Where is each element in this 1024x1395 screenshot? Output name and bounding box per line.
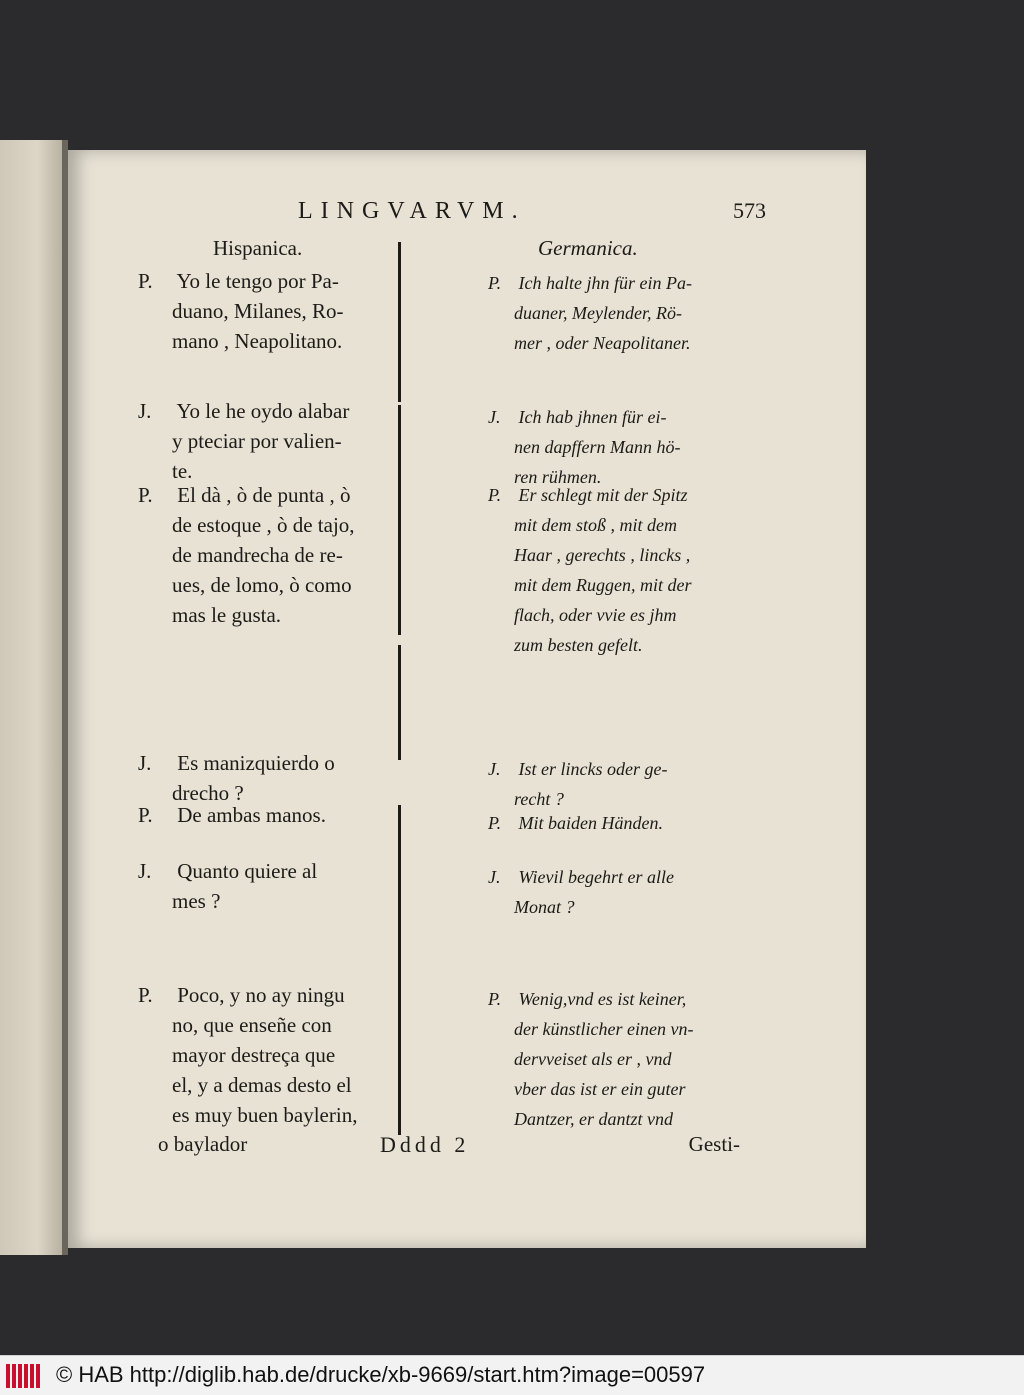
entry-line: De ambas manos. (177, 803, 326, 827)
footer-bar (0, 1355, 1024, 1395)
entry-line: Ist er lincks oder ge- (518, 759, 668, 779)
column-rule (398, 242, 401, 402)
copyright-credit: © HAB http://diglib.hab.de/drucke/xb-9669/start.htm?image=00597 (56, 1362, 706, 1387)
entry-line: Es manizquierdo o (177, 751, 335, 775)
spanish-entry (138, 748, 398, 808)
german-entry (488, 984, 808, 1134)
spanish-entry (138, 266, 398, 356)
entry-line: Yo le he oydo alabar (176, 399, 350, 423)
entry-line: Poco, y no ay ningu (177, 983, 345, 1007)
entry-line: de mandrecha de re- (172, 543, 343, 567)
entry-line: El dà , ò de punta , ò (177, 483, 351, 507)
speaker-mark: J. (488, 759, 501, 779)
entry-line: mit dem Ruggen, mit der (514, 575, 692, 595)
german-entry (488, 862, 808, 922)
entry-line: te. (172, 459, 193, 483)
speaker-mark: P. (138, 983, 153, 1007)
entry-line: Haar , gerechts , lincks , (514, 545, 691, 565)
signature-mark: Dddd 2 (380, 1132, 470, 1157)
entry-line: Er schlegt mit der Spitz (518, 485, 688, 505)
entry-line: zum besten gefelt. (514, 635, 643, 655)
entry-line: Yo le tengo por Pa- (176, 269, 339, 293)
column-rule (398, 805, 401, 975)
entry-line: dervveiset als er , vnd (514, 1049, 672, 1069)
entry-line: Ich halte jhn für ein Pa- (518, 273, 692, 293)
entry-line: nen dapffern Mann hö- (514, 437, 681, 457)
entry-line: Wenig,vnd es ist keiner, (518, 989, 687, 1009)
german-entry (488, 268, 808, 358)
entry-line: ues, de lomo, ò como (172, 573, 352, 597)
speaker-mark: P. (138, 483, 153, 507)
german-entry (488, 480, 808, 660)
german-entry (488, 808, 808, 838)
german-entry (488, 402, 808, 492)
entry-line: der künstlicher einen vn- (514, 1019, 694, 1039)
entry-line: Quanto quiere al (177, 859, 318, 883)
entry-line: flach, oder vvie es jhm (514, 605, 677, 625)
entry-line: Mit baiden Händen. (518, 813, 663, 833)
spanish-entry (138, 980, 398, 1130)
speaker-mark: J. (138, 859, 152, 883)
facing-page-edge (0, 140, 62, 1255)
entry-line: mes ? (172, 889, 221, 913)
hab-logo-icon (6, 1364, 46, 1388)
entry-line: Ich hab jhnen für ei- (518, 407, 667, 427)
entry-line: recht ? (514, 789, 564, 809)
entry-line: Dantzer, er dantzt vnd (514, 1109, 673, 1129)
speaker-mark: J. (488, 407, 501, 427)
entry-line: mer , oder Neapolitaner. (514, 333, 691, 353)
entry-line: mayor destreça que (172, 1043, 336, 1067)
speaker-mark: P. (138, 803, 153, 827)
page-number: 573 (733, 198, 766, 223)
entry-line: ren rühmen. (514, 467, 602, 487)
entry-line: de estoque , ò de tajo, (172, 513, 355, 537)
german-column-heading: Germanica. (538, 236, 638, 260)
entry-line: mit dem stoß , mit dem (514, 515, 677, 535)
entry-line: es muy buen baylerin, (172, 1103, 358, 1127)
speaker-mark: P. (138, 269, 153, 293)
catchword: Gesti- (688, 1132, 740, 1156)
spanish-last-line: o baylador (158, 1132, 248, 1156)
speaker-mark: P. (488, 485, 502, 505)
running-header: LINGVARVM. (298, 198, 526, 224)
speaker-mark: J. (138, 399, 152, 423)
entry-line: duaner, Meylender, Rö- (514, 303, 682, 323)
book-page (68, 150, 866, 1248)
column-rule (398, 645, 401, 760)
entry-line: el, y a demas desto el (172, 1073, 352, 1097)
entry-line: duano, Milanes, Ro- (172, 299, 344, 323)
speaker-mark: P. (488, 273, 502, 293)
entry-line: Monat ? (514, 897, 575, 917)
german-entry (488, 754, 808, 814)
column-rule (398, 405, 401, 635)
column-rule (398, 965, 401, 1135)
spanish-entry (138, 396, 398, 486)
speaker-mark: J. (138, 751, 152, 775)
spanish-entry (138, 800, 398, 830)
entry-line: drecho ? (172, 781, 244, 805)
speaker-mark: P. (488, 813, 502, 833)
entry-line: no, que enseñe con (172, 1013, 332, 1037)
speaker-mark: J. (488, 867, 501, 887)
entry-line: Wievil begehrt er alle (518, 867, 674, 887)
entry-line: y pteciar por valien- (172, 429, 342, 453)
spanish-column-heading: Hispanica. (213, 236, 303, 260)
spanish-entry (138, 856, 398, 916)
spanish-entry (138, 480, 398, 630)
entry-line: vber das ist er ein guter (514, 1079, 686, 1099)
speaker-mark: P. (488, 989, 502, 1009)
entry-line: mano , Neapolitano. (172, 329, 343, 353)
entry-line: mas le gusta. (172, 603, 282, 627)
